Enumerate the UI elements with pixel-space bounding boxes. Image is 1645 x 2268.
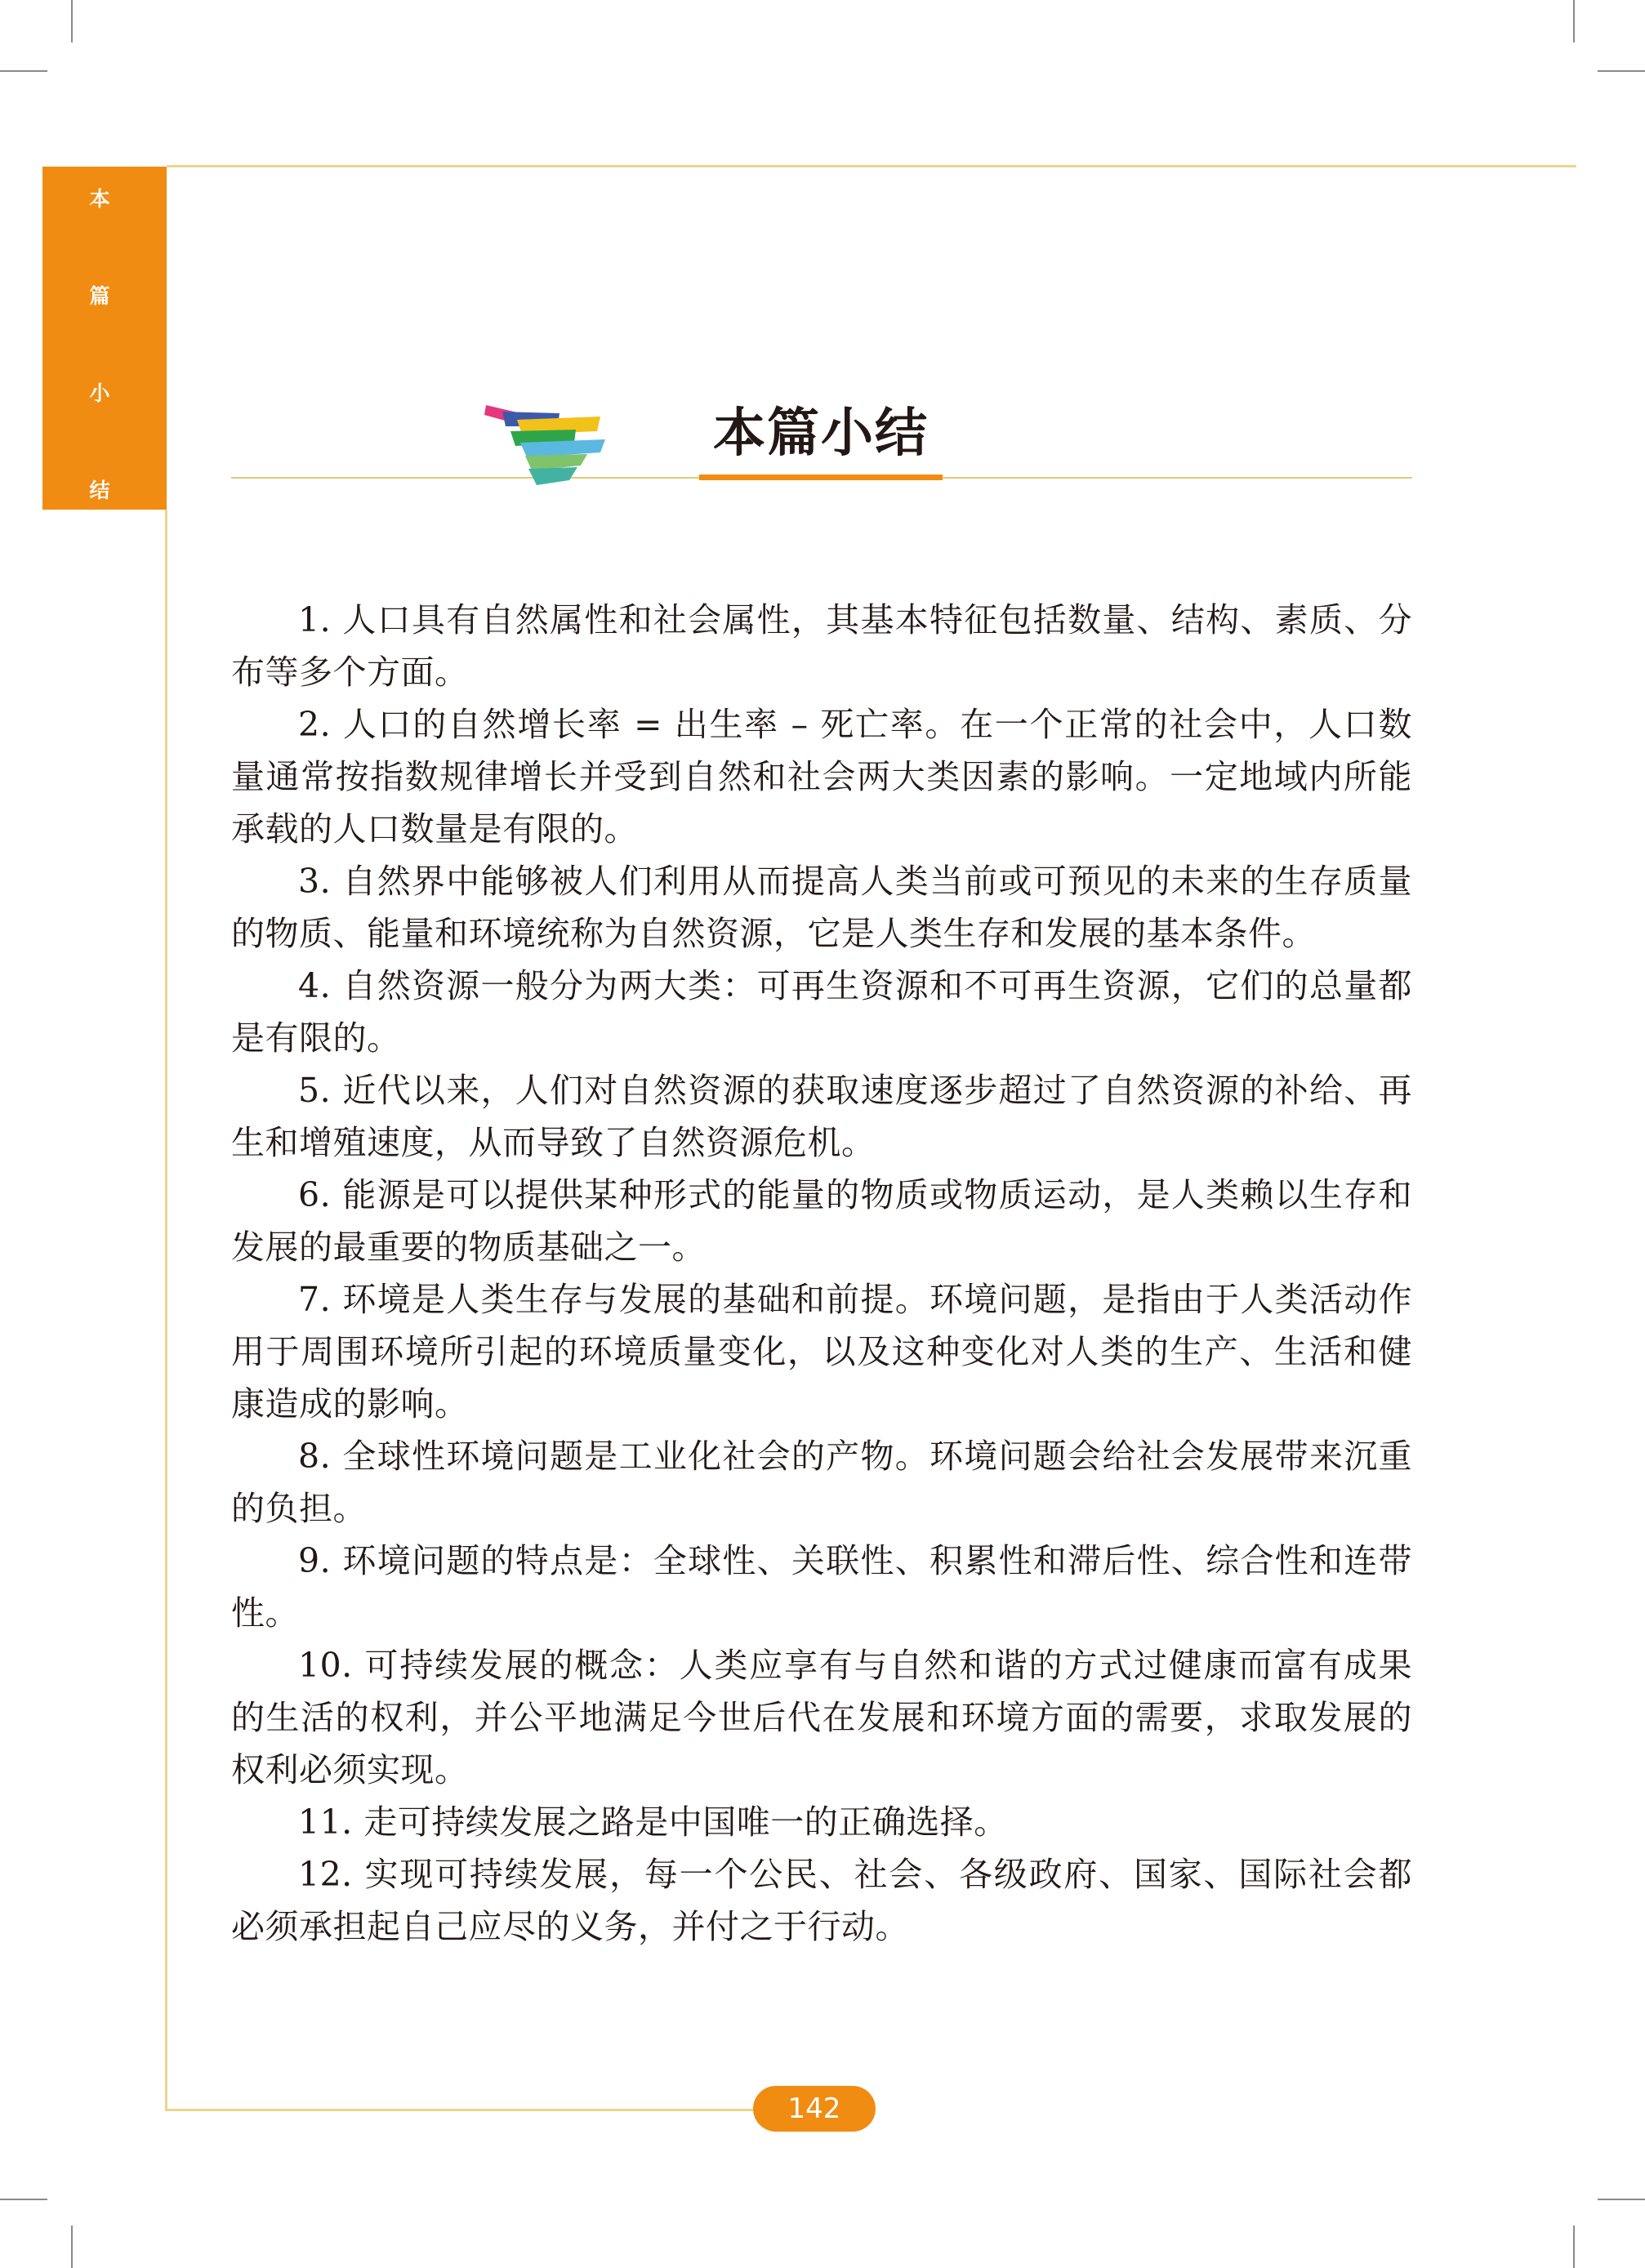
crop-mark: [71, 0, 73, 42]
side-tab-char: 小: [89, 381, 110, 405]
summary-item: 9. 环境问题的特点是：全球性、关联性、积累性和滞后性、综合性和连带性。: [231, 1541, 1412, 1633]
summary-item: 12. 实现可持续发展，每一个公民、社会、各级政府、国家、国际社会都必须承担起自己应尽的义务，并付之于行动。: [231, 1855, 1412, 1946]
frame-bottom-line: [167, 2109, 753, 2111]
crop-mark: [1573, 2226, 1575, 2268]
summary-item: 1. 人口具有自然属性和社会属性，其基本特征包括数量、结构、素质、分布等多个方面。: [231, 600, 1412, 692]
section-side-tab: [42, 167, 167, 510]
summary-content: [231, 594, 1412, 1953]
side-tab-char: 篇: [89, 284, 110, 308]
summary-item: 7. 环境是人类生存与发展的基础和前提。环境问题，是指由于人类活动作用于周围环境所引起的环境质量变化，以及这种变化对人类的生产、生活和健康造成的影响。: [231, 1280, 1412, 1424]
title-underline: [699, 475, 943, 480]
summary-item: 8. 全球性环境问题是工业化社会的产物。环境问题会给社会发展带来沉重的负担。: [231, 1437, 1412, 1528]
crop-mark: [1598, 70, 1645, 72]
side-tab-char: 本: [89, 187, 110, 211]
summary-item: 2. 人口的自然增长率 = 出生率 – 死亡率。在一个正常的社会中，人口数量通常按指数规律增长并受到自然和社会两大类因素的影响。一定地域内所能承载的人口数量是有限的。: [231, 705, 1412, 849]
summary-item: 5. 近代以来，人们对自然资源的获取速度逐步超过了自然资源的补给、再生和增殖速度，从而导致了自然资源危机。: [231, 1071, 1412, 1162]
page-title: 本篇小结: [713, 403, 929, 464]
crop-mark: [71, 2226, 73, 2268]
crop-mark: [1598, 2199, 1645, 2200]
summary-item: 3. 自然界中能够被人们利用从而提高人类当前或可预见的未来的生存质量的物质、能量和环境统称为自然资源，它是人类生存和发展的基本条件。: [231, 862, 1412, 953]
book-stack-icon: [478, 399, 609, 490]
summary-item: 10. 可持续发展的概念：人类应享有与自然和谐的方式过健康而富有成果的生活的权利，并公平地满足今世后代在发展和环境方面的需要，求取发展的权利必须实现。: [231, 1646, 1412, 1789]
crop-mark: [1573, 0, 1575, 42]
frame-left-line: [165, 510, 167, 2111]
side-tab-char: 结: [89, 479, 110, 502]
summary-item: 11. 走可持续发展之路是中国唯一的正确选择。: [298, 1802, 1008, 1842]
crop-mark: [0, 2199, 47, 2200]
frame-top-line: [167, 165, 1576, 167]
crop-mark: [0, 70, 47, 72]
page-number: 142: [753, 2086, 876, 2132]
summary-item: 4. 自然资源一般分为两大类：可再生资源和不可再生资源，它们的总量都是有限的。: [231, 966, 1412, 1058]
summary-item: 6. 能源是可以提供某种形式的能量的物质或物质运动，是人类赖以生存和发展的最重要的物质基础之一。: [231, 1175, 1412, 1267]
